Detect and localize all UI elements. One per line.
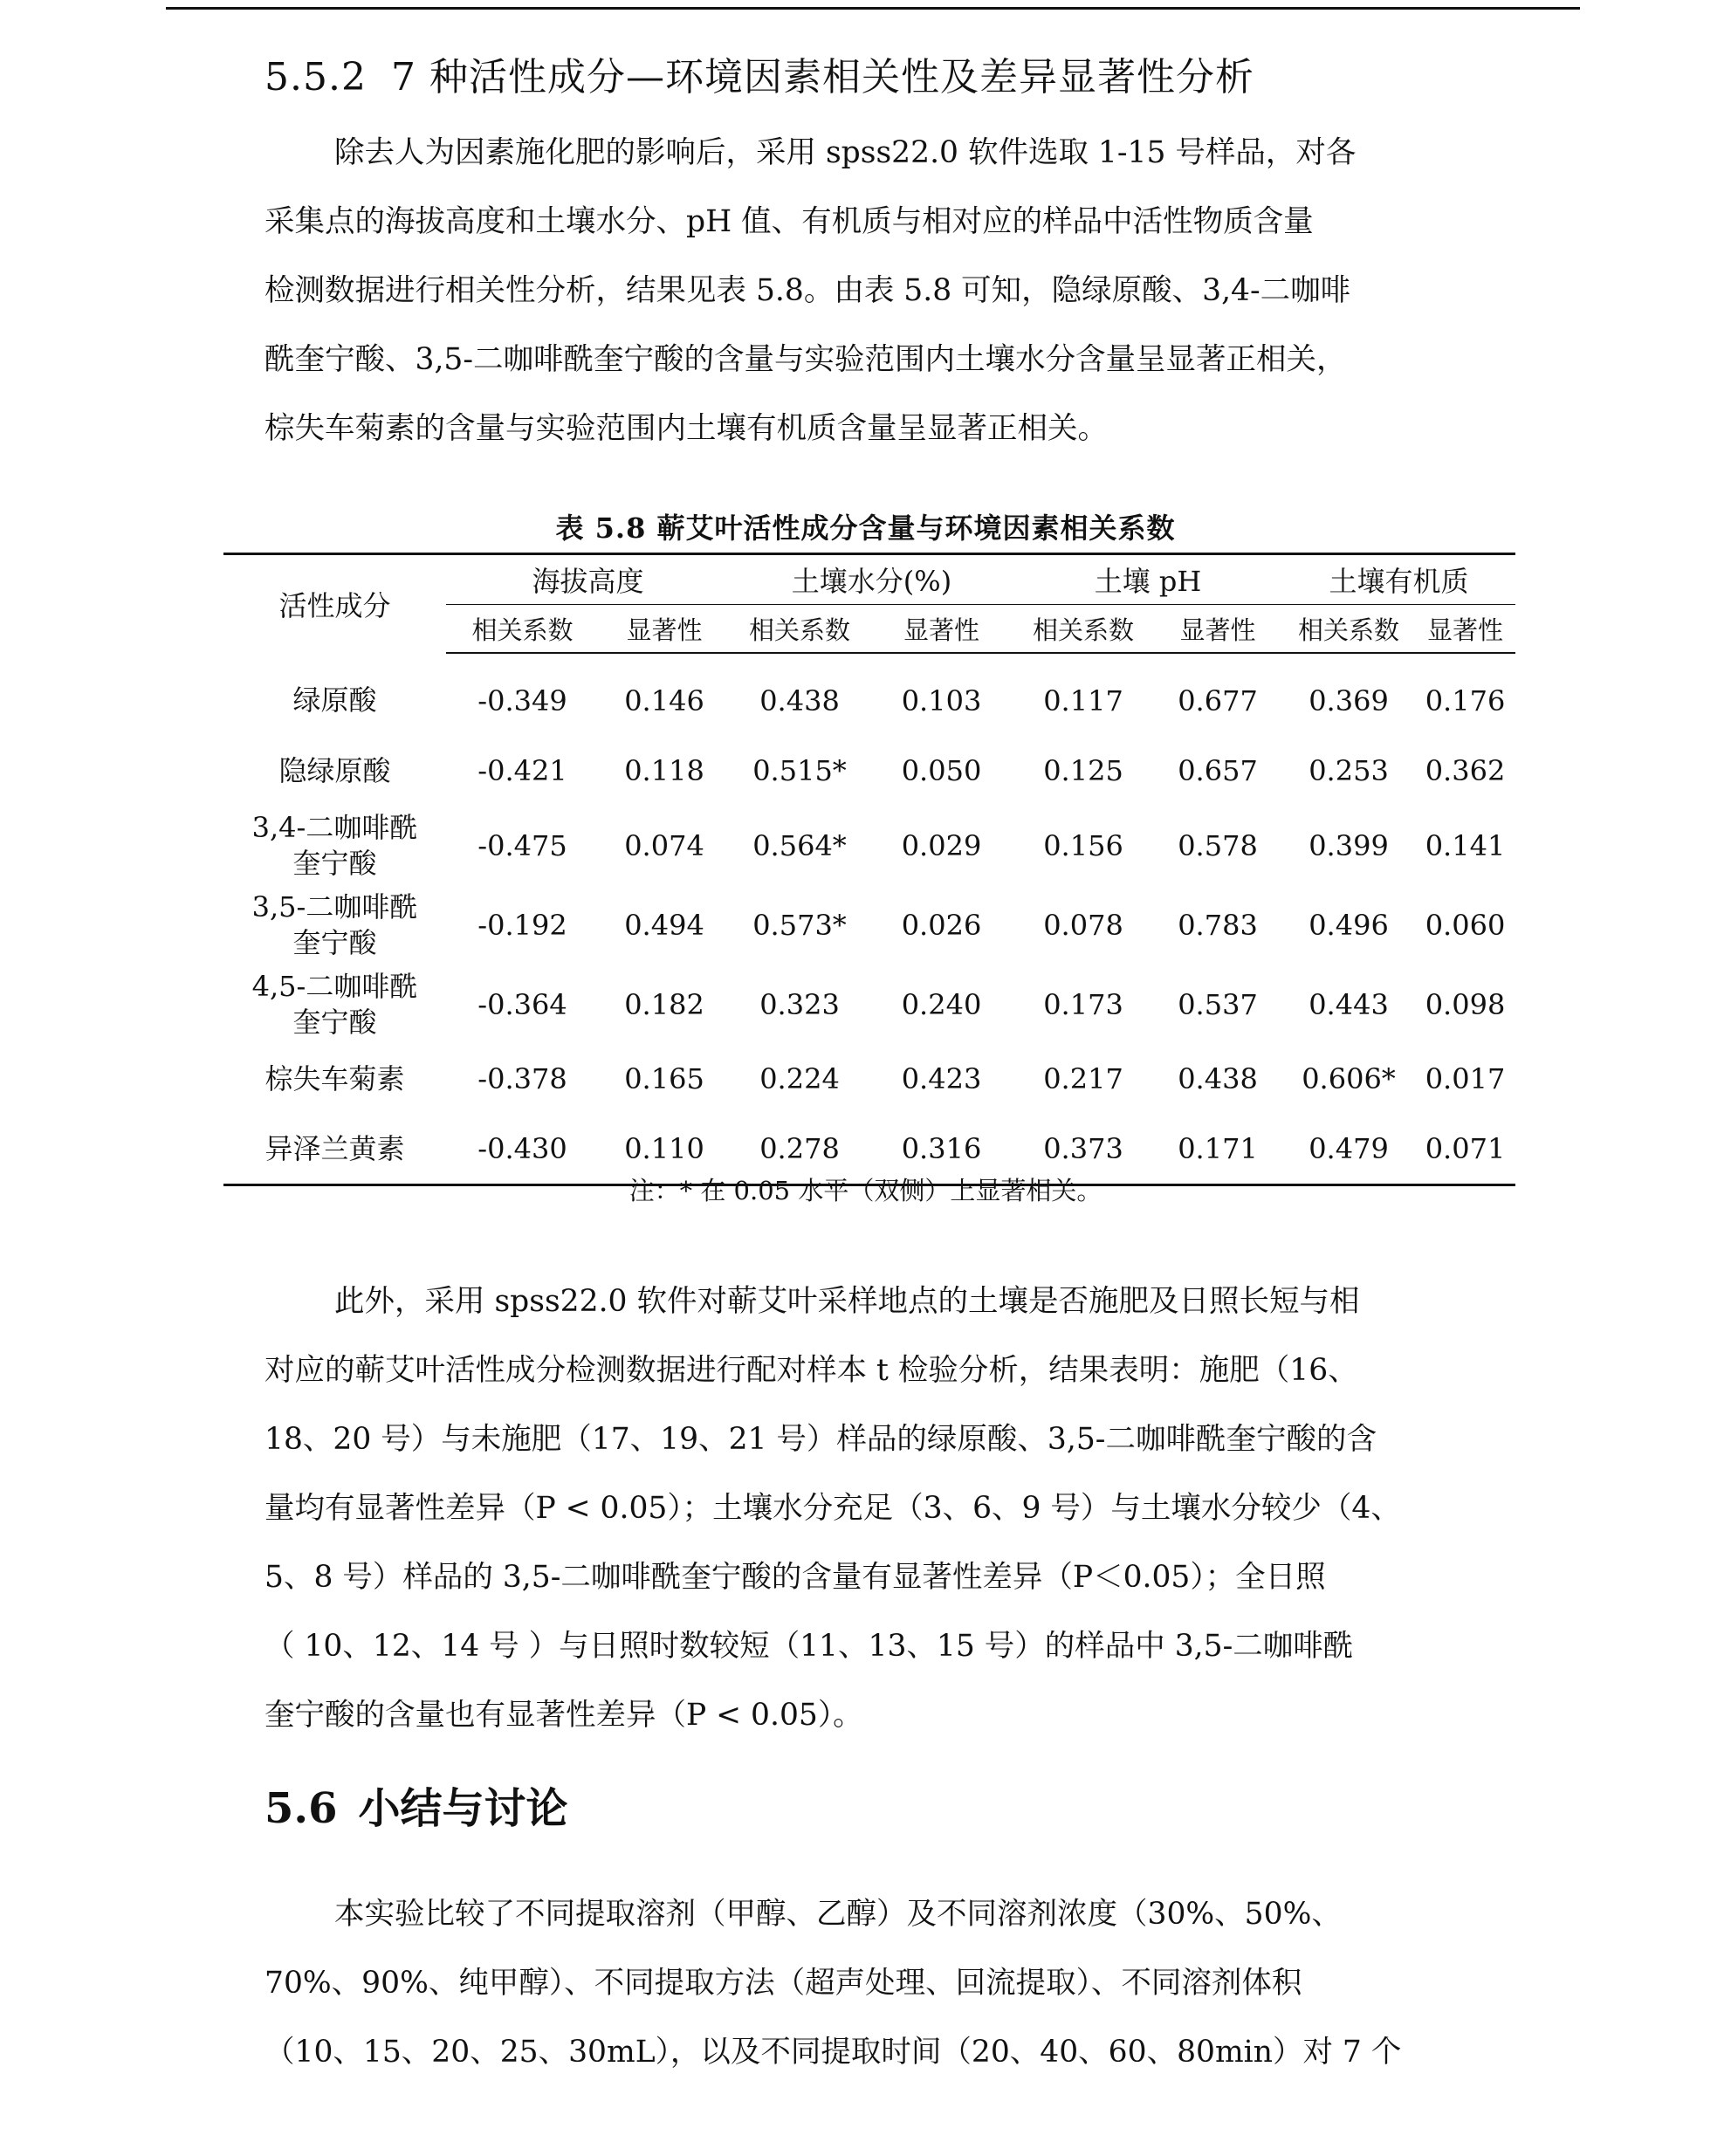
table-row <box>223 965 1515 1044</box>
table-cell: 0.515* <box>752 754 847 787</box>
table-cell: 0.578 <box>1178 828 1258 862</box>
compound-name: 隐绿原酸 <box>278 753 391 787</box>
table-cell: 0.606* <box>1302 1062 1396 1095</box>
paragraph-line: 18、20 号）与未施肥（17、19、21 号）样品的绿原酸、3,5-二咖啡酰奎宁酸的含 <box>264 1422 1377 1457</box>
table-cell: 0.141 <box>1425 828 1506 862</box>
table-cell: -0.421 <box>477 754 567 787</box>
sub-header: 相关系数 <box>1282 605 1415 654</box>
table-cell: 0.494 <box>624 908 704 942</box>
table-cell: 0.078 <box>1043 908 1123 942</box>
table-cell: 0.125 <box>1043 754 1123 787</box>
sub-header: 显著性 <box>1415 605 1515 654</box>
table-cell: 0.074 <box>624 828 704 862</box>
subsection-heading <box>264 1775 568 1835</box>
table-row <box>223 736 1515 806</box>
table-cell: 0.316 <box>869 1114 1013 1185</box>
compound-name: 4,5-二咖啡酰 奎宁酸 <box>251 969 418 1039</box>
paragraph-ttest <box>264 1267 1487 1750</box>
table-cell: 0.438 <box>1178 1062 1258 1095</box>
table-cell: 0.110 <box>599 1114 730 1185</box>
paragraph-line: 除去人为因素施化肥的影响后，采用 spss22.0 软件选取 1-15 号样品，对各 <box>334 135 1357 170</box>
table-cell: 0.156 <box>1043 828 1123 862</box>
table-row <box>223 806 1515 885</box>
table-cell: 0.537 <box>1178 987 1258 1021</box>
group-header-soil-moisture: 土壤水分(%) <box>730 554 1013 605</box>
table-cell: 0.323 <box>759 987 840 1021</box>
table-cell: 0.496 <box>1309 908 1389 942</box>
sub-header: 显著性 <box>869 605 1013 654</box>
compound-name: 绿原酸 <box>292 683 377 717</box>
subsection-number: 5.6 <box>264 1784 338 1833</box>
table-cell: 0.278 <box>730 1114 869 1185</box>
table-cell: -0.192 <box>477 908 567 942</box>
table-cell: 0.098 <box>1425 987 1506 1021</box>
table-cell: 0.176 <box>1425 684 1506 718</box>
subsection-title: 小结与讨论 <box>358 1784 568 1833</box>
paragraph-line: 量均有显著性差异（P < 0.05）；土壤水分充足（3、6、9 号）与土壤水分较少（4、 <box>264 1491 1401 1526</box>
group-header-altitude: 海拔高度 <box>446 554 730 605</box>
paragraph-line: 检测数据进行相关性分析，结果见表 5.8。由表 5.8 可知，隐绿原酸、3,4-二咖啡 <box>264 273 1351 308</box>
sub-header: 相关系数 <box>446 605 599 654</box>
table-cell: 0.253 <box>1309 754 1389 787</box>
table-cell: 0.783 <box>1178 908 1258 942</box>
paragraph-line: （ 10、12、14 号 ）与日照时数较短（11、13、15 号）的样品中 3,5-二咖啡酰 <box>264 1629 1354 1664</box>
table-cell: 0.165 <box>624 1062 704 1095</box>
sub-header: 相关系数 <box>730 605 869 654</box>
table-cell: 0.677 <box>1178 684 1258 718</box>
paragraph-line: 本实验比较了不同提取溶剂（甲醇、乙醇）及不同溶剂浓度（30%、50%、 <box>334 1897 1342 1932</box>
table-cell: 0.443 <box>1309 987 1389 1021</box>
compound-name: 3,4-二咖啡酰 奎宁酸 <box>251 810 418 880</box>
section-heading <box>264 45 1254 101</box>
page-top-rule <box>166 7 1580 10</box>
table-cell: 0.240 <box>901 987 982 1021</box>
table-cell: -0.349 <box>477 684 567 718</box>
table-cell: 0.438 <box>759 684 840 718</box>
table-cell: 0.657 <box>1178 754 1258 787</box>
paragraph-line: 奎宁酸的含量也有显著性差异（P < 0.05）。 <box>264 1698 863 1733</box>
table-cell: 0.146 <box>624 684 704 718</box>
sub-header: 相关系数 <box>1013 605 1153 654</box>
table-cell: 0.171 <box>1153 1114 1282 1185</box>
paragraph-line: 对应的蕲艾叶活性成分检测数据进行配对样本 t 检验分析，结果表明：施肥（16、 <box>264 1353 1358 1388</box>
group-header-soil-organic: 土壤有机质 <box>1282 554 1515 605</box>
table-cell: 0.103 <box>901 684 982 718</box>
table-row <box>223 885 1515 965</box>
table-cell: 0.182 <box>624 987 704 1021</box>
table-cell: 0.373 <box>1013 1114 1153 1185</box>
table-cell: -0.364 <box>477 987 567 1021</box>
correlation-table <box>223 553 1515 1186</box>
paragraph-intro <box>264 119 1487 463</box>
paragraph-summary <box>264 1880 1487 2087</box>
compound-name: 异泽兰黄素 <box>223 1114 446 1185</box>
sub-header: 显著性 <box>599 605 730 654</box>
table-cell: 0.479 <box>1282 1114 1415 1185</box>
group-header-soil-ph: 土壤 pH <box>1013 554 1282 605</box>
paragraph-line: 棕失车菊素的含量与实验范围内土壤有机质含量呈显著正相关。 <box>264 411 1108 446</box>
compound-name: 棕失车菊素 <box>264 1061 405 1095</box>
table-cell: 0.173 <box>1043 987 1123 1021</box>
table-cell: 0.564* <box>752 828 847 862</box>
table-cell: 0.071 <box>1415 1114 1515 1185</box>
paragraph-line: 采集点的海拔高度和土壤水分、pH 值、有机质与相对应的样品中活性物质含量 <box>264 204 1314 239</box>
paragraph-line: 70%、90%、纯甲醇）、不同提取方法（超声处理、回流提取）、不同溶剂体积 <box>264 1966 1302 2001</box>
table-cell: 0.573* <box>752 908 847 942</box>
table-cell: 0.399 <box>1309 828 1389 862</box>
table-note: 注：* 在 0.05 水平（双侧）上显著相关。 <box>629 1176 1102 1205</box>
table-cell: 0.369 <box>1309 684 1389 718</box>
table-cell: 0.117 <box>1043 684 1123 718</box>
table-cell: -0.475 <box>477 828 567 862</box>
section-number: 5.5.2 <box>264 55 367 100</box>
table-cell: 0.362 <box>1425 754 1506 787</box>
table-cell: 0.060 <box>1425 908 1506 942</box>
paragraph-line: 酰奎宁酸、3,5-二咖啡酰奎宁酸的含量与实验范围内土壤水分含量呈显著正相关， <box>264 342 1347 377</box>
paragraph-line: （10、15、20、25、30mL），以及不同提取时间（20、40、60、80min）对 7 个 <box>264 2035 1402 2070</box>
table-cell: 0.017 <box>1425 1062 1506 1095</box>
table-row <box>223 1044 1515 1114</box>
sub-header: 显著性 <box>1153 605 1282 654</box>
table-caption: 表 5.8 蕲艾叶活性成分含量与环境因素相关系数 <box>555 512 1176 545</box>
table-cell: -0.430 <box>446 1114 599 1185</box>
compound-name: 3,5-二咖啡酰 奎宁酸 <box>251 889 418 959</box>
row-header: 活性成分 <box>223 554 446 654</box>
table-cell: 0.118 <box>624 754 704 787</box>
table-cell: 0.050 <box>901 754 982 787</box>
table-cell: 0.224 <box>759 1062 840 1095</box>
paragraph-line: 5、8 号）样品的 3,5-二咖啡酰奎宁酸的含量有显著性差异（P＜0.05）；全日照 <box>264 1560 1326 1595</box>
table-cell: 0.217 <box>1043 1062 1123 1095</box>
table-cell: 0.029 <box>901 828 982 862</box>
table-row <box>223 653 1515 736</box>
table-cell: -0.378 <box>477 1062 567 1095</box>
paragraph-line: 此外，采用 spss22.0 软件对蕲艾叶采样地点的土壤是否施肥及日照长短与相 <box>334 1284 1360 1319</box>
section-title: 7 种活性成分—环境因素相关性及差异显著性分析 <box>390 55 1254 100</box>
table-cell: 0.026 <box>901 908 982 942</box>
table-cell: 0.423 <box>901 1062 982 1095</box>
